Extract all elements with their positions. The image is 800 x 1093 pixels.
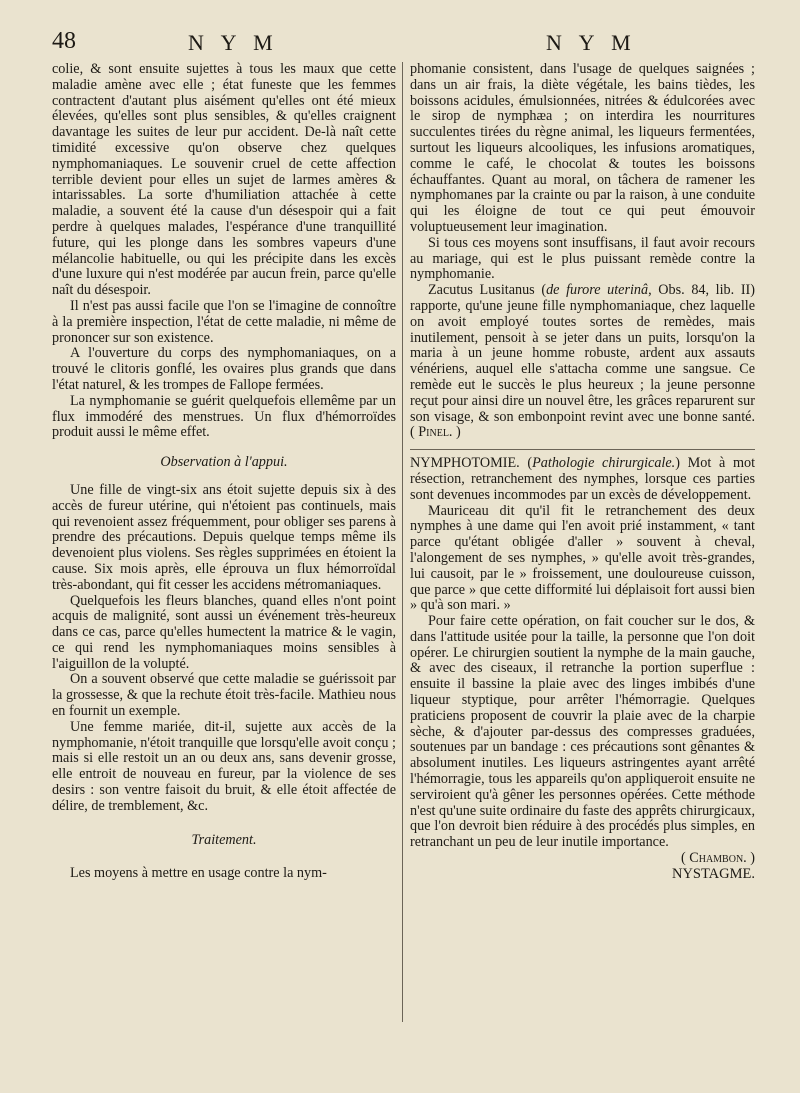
right-column (410, 62, 755, 883)
author-signature: ( Chambon. ) (680, 850, 755, 867)
paragraph: On a souvent observé que cette maladie se guérissoit par la grossesse, & que la rechute étoit très-facile. Mathieu nous en fournit un exemple. (52, 671, 396, 720)
entry-category-open: ( (527, 455, 533, 472)
paragraph: colie, & sont ensuite sujettes à tous les maux que cette maladie amène avec elle ; état funeste que les femmes contractent d'autant plus aisément qu'elles ont été mieux élevées, qu'elles sont plus sensibles, & qu'elles craignent davantage les suites de leur pur accident. De-là naît cette timidité excessive qu'on observe chez quelques nymphomaniaques. Le souvenir cruel de cette affection terrible devient pour elles un sujet de larmes amères & intarissables. La sorte d'humiliation attachée à cette maladie, a souvent été la cause d'un désespoir qui a fait perdre à quelques malades, l'espérance d'une tranquillité future, qui les plonge dans les sombres vapeurs d'une mélancolie habituelle, ou qui les précipite dans les excès d'une luxure qui n'est modérée par aucun frein, parce qu'elle naît du désespoir. (52, 61, 396, 299)
entry-divider (410, 449, 755, 450)
citation-title: de furore uterinâ (546, 282, 649, 299)
paragraph: Mauriceau dit qu'il fit le retranchement des deux nymphes à une dame qui l'en avoit prié instamment, « tant parce qu'étant obligée d'aller » souvent à cheval, l'alongement de ses nymphes, » qu'elle avoit très-grandes, lui causoit, par le » froissement, une douloureuse cuisson, que parce » que cette difformité lui déplaisoit fort aussi bien » qu'à son mari. » (410, 502, 755, 614)
page-header (48, 28, 760, 60)
paragraph: A l'ouverture du corps des nymphomaniaques, on a trouvé le clitoris gonflé, les ovaires plus grands que dans l'état naturel, & les trompes de Fallope fermées. (52, 345, 396, 393)
paragraph: Une femme mariée, dit-il, sujette aux accès de la nymphomanie, n'étoit tranquille que lorsqu'elle avoit conçu ; mais si elle restoit un an ou deux ans, sans devenir grosse, elle entroit de nouveau en fureur, par la violence de ses desirs : son ventre faisoit du bruit, & elle étoit affectée de délire, de tremblement, &c. (52, 718, 396, 814)
paragraph: Une fille de vingt-six ans étoit sujette depuis six à des accès de fureur utérine, qui n'étoient pas continuels, mais qui revenoient assez fréquemment, pour obliger ses parens à prendre des précautions. Depuis quelque temps même ils devenoient plus violens. Ses règles supprimées en étoient la cause. Six mois après, elle éprouva un flux hémorroïdal très-abondant, qui fit cesser les accidens métromaniaques. (52, 481, 396, 593)
paragraph (410, 283, 755, 441)
author-signature: ( Pinel. ) (410, 424, 461, 441)
column-divider (402, 62, 403, 1022)
text-run: Zacutus Lusitanus ( (428, 282, 547, 299)
paragraph: Il n'est pas aussi facile que l'on se l'imagine de connoître à la première inspection, l'état de cette maladie, ni même de prononcer sur son existence. (52, 297, 396, 346)
running-head-right: N Y M (546, 30, 637, 55)
page-number: 48 (52, 28, 76, 54)
paragraph: Pour faire cette opération, on fait coucher sur le dos, & dans l'attitude usitée pour la taille, la personne que l'on doit opérer. Le chirurgien soutient la nymphe de la main gauche, & avec des ciseaux, il retranche la portion superflue : ensuite il bassine la plaie avec des linges imbibés d'une liqueur styptique, pour arrêter l'hémorragie. Quelques praticiens proposent de couvrir la plaie avec de la charpie sèche, & d'ajouter par-dessus des compresses graduées, soutenues par un bandage : ces précautions sont gênantes & absolument inutiles. Les liqueurs astringentes ayant arrêté l'hémorragie, tous les appareils qu'on appliqueroit ensuite ne serviroient qu'à gêner les personnes opérées. Cette méthode n'est qu'une suite ordinaire du faste des apprêts chirurgicaux, que l'on devroit bien réduire à des procédés plus simples, en retranchant un peu de leur inutile importance. (410, 613, 755, 851)
entry-category: Pathologie chirurgicale. (532, 455, 676, 472)
paragraph: Les moyens à mettre en usage contre la nym- (70, 865, 327, 882)
paragraph: Mot à mot résection, retranchement des nymphes, lorsque ces parties sont devenues incommodes par un excès de développement. (410, 455, 756, 503)
entry-heading (410, 456, 755, 503)
text-run: , Obs. 84, lib. II) rapporte, qu'une jeune fille nymphomaniaque, chez laquelle on avoit employé toutes sortes de remèdes, mais inutilement, pensoit à se jeter dans un puits, lorsqu'on la maria à un jeune homme robuste, ardent aux assauts vénériens, auquel elle s'attacha comme une sangsue. Ce remède eut le succès le plus heureux ; la jeune personne reçut pour ainsi dire un nouvel être, les grâces reparurent sur son visage, & son embonpoint revint avec une bonne santé. (410, 282, 755, 425)
paragraph: Si tous ces moyens sont insuffisans, il faut avoir recours au mariage, qui est le plus puissant remède contre la nymphomanie. (410, 234, 755, 283)
paragraph: La nymphomanie se guérit quelquefois ellemême par un flux immodéré des menstrues. Un flux d'hémorroïdes produit aussi le même effet. (52, 392, 396, 441)
paragraph: phomanie consistent, dans l'usage de quelques saignées ; dans un air frais, la diète végétale, les bains tièdes, les boissons acidules, émulsionnées, nitrées & édulcorées avec le sirop de nymphæa ; on interdira les nourritures succulentes tirées du règne animal, les liqueurs fermentées, surtout les liqueurs alcooliques, les infusions aromatiques, comme le café, le chocolat & toutes les boissons échauffantes. Quant au moral, on tâchera de ramener les nymphomanes par la crainte ou par la raison, à une conduite qui les éloigne de tout ce qui peut émouvoir voluptueusement leur imagination. (410, 61, 755, 235)
section-heading-treatment: Traitement. (191, 831, 257, 848)
section-heading-observation: Observation à l'appui. (160, 454, 288, 471)
entry-category-close: ) (675, 455, 680, 472)
paragraph: Quelquefois les fleurs blanches, quand elles n'ont point acquis de malignité, sont aussi un événement très-heureux dans ce cas, parce qu'elles humectent la matrice & le vagin, ce qui rend les nymphomaniaques moins sensibles à l'aiguillon de la volupté. (52, 592, 396, 672)
left-column (52, 62, 396, 882)
running-head-left: N Y M (188, 30, 279, 55)
entry-title: NYMPHOTOMIE. (410, 455, 520, 472)
catchword: NYSTAGME. (671, 865, 755, 882)
